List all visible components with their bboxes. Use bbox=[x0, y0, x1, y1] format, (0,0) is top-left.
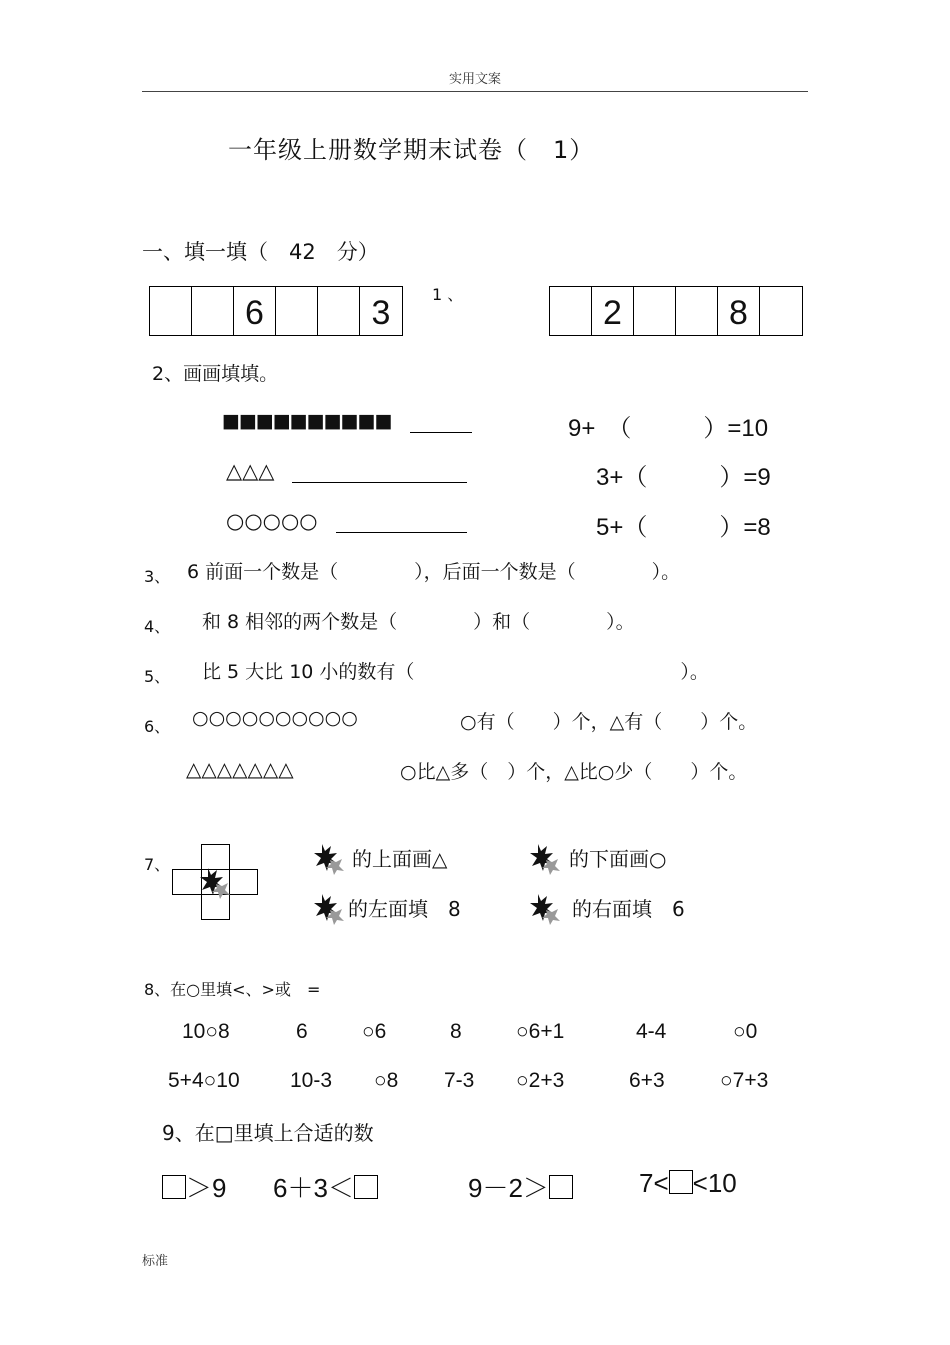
leaf-icon bbox=[528, 892, 562, 926]
q3-text: 6 前面一个数是（ ），后面一个数是（ ）。 bbox=[187, 561, 681, 583]
page-title: 一年级上册数学期末试卷（ 1） bbox=[228, 136, 595, 164]
q9-expression-3: 9－2＞ bbox=[468, 1168, 573, 1205]
q6-circles: ○○○○○○○○○○ bbox=[192, 707, 358, 729]
q5-text: 比 5 大比 10 小的数有（ ）。 bbox=[202, 661, 709, 683]
number-box[interactable]: 6 bbox=[234, 287, 276, 335]
answer-line[interactable] bbox=[336, 532, 467, 533]
q9-expression-2: 6＋3＜ bbox=[273, 1168, 378, 1205]
answer-box[interactable] bbox=[669, 1170, 693, 1194]
number-box[interactable] bbox=[760, 287, 802, 335]
q9-label: 9、在□里填上合适的数 bbox=[162, 1121, 374, 1145]
q8-item: ○8 bbox=[374, 1069, 399, 1092]
q8-item: 6 bbox=[296, 1020, 308, 1043]
q2-label: 2、画画填填。 bbox=[152, 363, 279, 385]
q1-label: 1 、 bbox=[432, 285, 464, 304]
answer-box[interactable] bbox=[162, 1175, 186, 1199]
number-box[interactable] bbox=[634, 287, 676, 335]
q8-item: 8 bbox=[450, 1020, 462, 1043]
section-1-heading: 一、填一填（ 42 分） bbox=[142, 240, 379, 264]
q8-item: ○2+3 bbox=[516, 1069, 565, 1092]
q8-label: 8、在○里填<、>或 = bbox=[144, 980, 321, 999]
number-box[interactable] bbox=[150, 287, 192, 335]
answer-line[interactable] bbox=[410, 432, 472, 433]
number-box[interactable] bbox=[192, 287, 234, 335]
q8-item: ○6+1 bbox=[516, 1020, 565, 1043]
q8-item: 7-3 bbox=[444, 1069, 475, 1092]
q2-triangles: △△△ bbox=[226, 459, 275, 483]
page-header: 实用文案 bbox=[448, 72, 501, 87]
q2-equation-2: 3+（ ）=9 bbox=[596, 464, 771, 491]
number-box-row-1 bbox=[149, 286, 403, 336]
q7-number: 7、 bbox=[144, 855, 171, 874]
q8-item: ○7+3 bbox=[720, 1069, 769, 1092]
leaf-icon bbox=[198, 866, 232, 900]
number-box[interactable]: 8 bbox=[718, 287, 760, 335]
q3-number: 3、 bbox=[144, 567, 171, 586]
number-box-row-2 bbox=[549, 286, 803, 336]
q6-triangles: △△△△△△△ bbox=[186, 757, 294, 781]
leaf-icon bbox=[528, 842, 562, 876]
leaf-icon bbox=[312, 892, 346, 926]
answer-box[interactable] bbox=[354, 1175, 378, 1199]
q8-item: 10-3 bbox=[290, 1069, 333, 1092]
q2-circles: ○○○○○ bbox=[226, 509, 318, 533]
header-rule bbox=[142, 91, 808, 92]
page-footer: 标准 bbox=[142, 1254, 169, 1269]
q2-equation-1: 9+ （ ）=10 bbox=[568, 415, 769, 442]
grid-cell-right[interactable] bbox=[229, 869, 258, 895]
number-box[interactable]: 2 bbox=[592, 287, 634, 335]
answer-box[interactable] bbox=[549, 1175, 573, 1199]
q8-item: ○6 bbox=[362, 1020, 387, 1043]
q6-number: 6、 bbox=[144, 717, 171, 736]
q2-squares: ■■■■■■■■■■ bbox=[222, 410, 392, 432]
q8-item: ○0 bbox=[733, 1020, 758, 1043]
number-box[interactable] bbox=[550, 287, 592, 335]
q2-equation-3: 5+（ ）=8 bbox=[596, 514, 771, 541]
q7-instruction-3: 的左面填 8 bbox=[348, 897, 461, 921]
q8-item: 4-4 bbox=[636, 1020, 667, 1043]
q9-expression-4: 7< <10 bbox=[639, 1168, 737, 1198]
q7-instruction-4: 的右面填 6 bbox=[572, 897, 685, 921]
leaf-icon bbox=[312, 842, 346, 876]
q5-number: 5、 bbox=[144, 667, 171, 686]
number-box[interactable]: 3 bbox=[371, 294, 391, 332]
q8-item: 6+3 bbox=[629, 1069, 665, 1092]
q4-number: 4、 bbox=[144, 617, 171, 636]
number-box[interactable] bbox=[676, 287, 718, 335]
q6-line-2: ○比△多（ ）个，△比○少（ ）个。 bbox=[400, 761, 748, 783]
number-box[interactable] bbox=[276, 287, 318, 335]
q8-item: 10○8 bbox=[182, 1020, 230, 1043]
q7-instruction-1: 的上面画△ bbox=[352, 847, 448, 871]
answer-line[interactable] bbox=[292, 482, 467, 483]
q4-text: 和 8 相邻的两个数是（ ）和（ ）。 bbox=[202, 611, 635, 633]
number-box[interactable] bbox=[318, 287, 360, 335]
q8-item: 5+4○10 bbox=[168, 1069, 240, 1092]
q9-expression-1: ＞9 bbox=[162, 1168, 226, 1205]
q7-instruction-2: 的下面画○ bbox=[569, 847, 667, 871]
q6-line-1: ○有（ ）个，△有（ ）个。 bbox=[460, 711, 758, 733]
